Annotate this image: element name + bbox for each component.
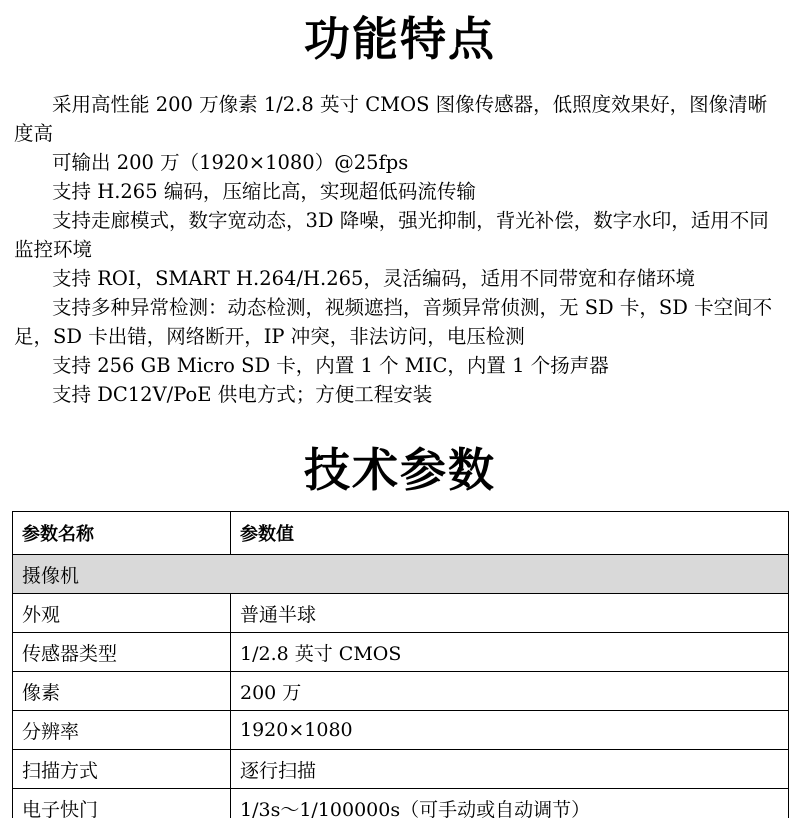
table-row (13, 672, 789, 711)
header-param-name: 参数名称 (13, 512, 231, 555)
param-value: 1920×1080 (231, 711, 789, 750)
feature-item (14, 264, 786, 293)
param-value: 逐行扫描 (231, 750, 789, 789)
feature-item (14, 380, 786, 409)
feature-text: 可输出 200 万（1920×1080）@25fps (52, 151, 409, 174)
params-title: 技术参数 (304, 443, 496, 497)
feature-text: 支持 H.265 编码，压缩比高，实现超低码流传输 (52, 180, 476, 203)
header-param-value: 参数值 (231, 512, 789, 555)
param-name: 传感器类型 (13, 633, 231, 672)
table-row (13, 633, 789, 672)
param-name: 分辨率 (13, 711, 231, 750)
params-table (12, 511, 789, 818)
feature-text: 采用高性能 200 万像素 1/2.8 英寸 CMOS 图像传感器，低照度效果好，图像清晰度高 (14, 93, 768, 145)
feature-text: 支持 256 GB Micro SD 卡，内置 1 个 MIC，内置 1 个扬声器 (52, 354, 609, 377)
feature-item (14, 90, 786, 148)
param-name: 外观 (13, 594, 231, 633)
table-header-row (13, 512, 789, 555)
param-value: 1/2.8 英寸 CMOS (231, 633, 789, 672)
feature-text: 支持 DC12V/PoE 供电方式；方便工程安装 (52, 383, 433, 406)
feature-text: 支持多种异常检测：动态检测，视频遮挡，音频异常侦测，无 SD 卡，SD 卡空间不足，SD 卡出错，网络断开，IP 冲突，非法访问，电压检测 (14, 296, 773, 348)
feature-item (14, 293, 786, 351)
table-row (13, 711, 789, 750)
feature-item (14, 351, 786, 380)
feature-item (14, 148, 786, 177)
table-row (13, 750, 789, 789)
param-name: 扫描方式 (13, 750, 231, 789)
feature-list (0, 90, 800, 409)
param-name: 像素 (13, 672, 231, 711)
feature-text: 支持走廊模式，数字宽动态，3D 降噪，强光抑制，背光补偿，数字水印，适用不同监控环境 (14, 209, 769, 261)
feature-item (14, 206, 786, 264)
table-row (13, 789, 789, 818)
param-value: 1/3s～1/100000s（可手动或自动调节） (231, 789, 789, 818)
feature-item (14, 177, 786, 206)
group-label: 摄像机 (13, 555, 789, 594)
param-value: 200 万 (231, 672, 789, 711)
param-value: 普通半球 (231, 594, 789, 633)
features-title: 功能特点 (304, 12, 496, 66)
table-row (13, 594, 789, 633)
table-group-row (13, 555, 789, 594)
param-name: 电子快门 (13, 789, 231, 818)
feature-text: 支持 ROI，SMART H.264/H.265，灵活编码，适用不同带宽和存储环境 (52, 267, 695, 290)
